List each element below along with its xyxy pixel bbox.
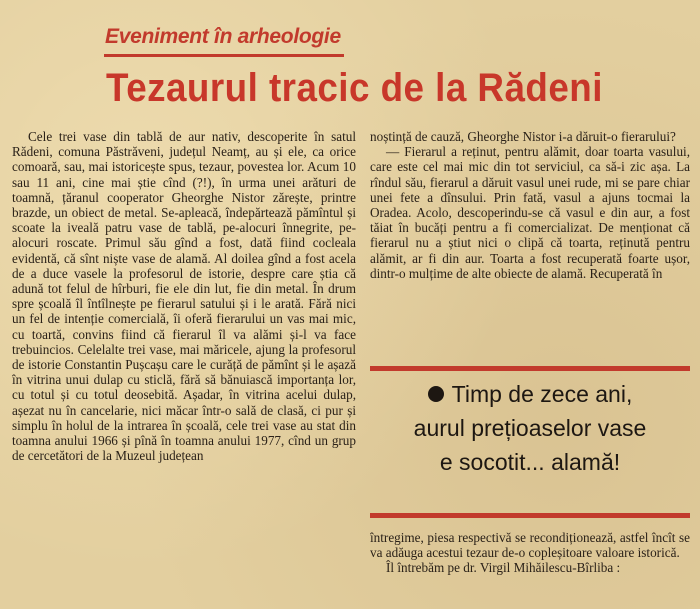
article-paragraph: Cele trei vase din tablă de aur nativ, descoperite în satul Rădeni, comuna Păstrăveni, județul Neamț, au și ele, ca orice comoară, sau, mai istoricește spus, tezaur, povestea lor. Acum 10 sau 11 ani, cine mai știe cînd (?!), în urma unei arături de toamnă, țăranul cooperator Gheorghe Nistor zărește, printre brazde, un obiect de metal. Se-apleacă, îndepărtează pămîntul și scoate la iveală patru vase de tablă, pe-alocuri înnegrite, pe-alocuri roscate. Primul său gînd a fost, dată fiind cocleala evidentă, că sînt niște vase de alamă. Al doilea gînd a fost acela de a duce vasele la profesorul de istorie, despre care știa că adună tot felul de hîrburi, fie ele din lut, fie din metal. În drum spre școală îl întîlnește pe fierarul satului și i le arată. Fără nici un fel de intenție comercială, îi oferă fierarului un vas mai mic, cu toartă, convins fiind că fierarul îl va alămi și-l va face trebuincios. Celelalte trei vase, mai măricele, ajung la profesorul de istorie Constantin Pușcașu care le curăță de pămînt și le așază în vitrina unui dulap cu sticlă, fără să bănuiască importanța lor, cu totul și cu totul deosebită. Așadar, în vitrina acelui dulap, așezat nu în cancelarie, nici măcar într-o sală de clasă, ci pur și simplu în holul de la intrarea în școală, cele trei vase au stat din toamna anului 1966 și pînă în toamna anului 1977, cînd un grup de cercetători de la Muzeul județean — [12, 129, 356, 464]
article-paragraph: — Fierarul a reținut, pentru alămit, doar toarta vasului, care este cel mai mic din tot serviciul, ca să-i zic așa. La rîndul său, fierarul a dăruit vasul unei rude, mi se pare chiar unei fete a dînsului. Prin fată, vasul a ajuns tocmai la Oradea. Acolo, descoperindu-se că vasul e din aur, a fost tăiat în bucăți pentru a fi comercializat. De menționat că fierarul nu a știut nici o clipă că toarta, reținută pentru alămit, ar fi din aur. Toarta a fost recuperată foarte ușor, dintr-o mulțime de alte obiecte de alamă. Recuperată în — [370, 144, 690, 281]
pull-quote-line: e socotit... alamă! — [439, 449, 621, 475]
article-paragraph: întregime, piesa respectivă se recondiționează, astfel încît se va adăuga acestui tezaur de-o copleșitoare valoare istorică. — [370, 530, 690, 561]
article-paragraph-continuation: noștință de cauză, Gheorghe Nistor i-a dăruit-o fierarului? — [370, 129, 676, 144]
pull-quote-line: Timp de zece ani, — [451, 381, 633, 407]
callout-top-rule — [370, 366, 690, 371]
bullet-icon — [428, 386, 444, 402]
section-label: Eveniment în arheologie — [105, 25, 341, 48]
article-column-right-lower — [370, 530, 690, 609]
article-headline: Tezaurul tracic de la Rădeni — [106, 66, 603, 110]
article-column-right — [370, 129, 690, 281]
article-paragraph: Îl întrebăm pe dr. Virgil Mihăilescu-Bîrliba : — [386, 560, 621, 576]
pull-quote — [370, 377, 690, 479]
section-label-underline — [104, 54, 344, 57]
article-column-left — [12, 129, 356, 609]
pull-quote-line: aurul prețioaselor vase — [413, 415, 647, 441]
callout-bottom-rule — [370, 513, 690, 518]
